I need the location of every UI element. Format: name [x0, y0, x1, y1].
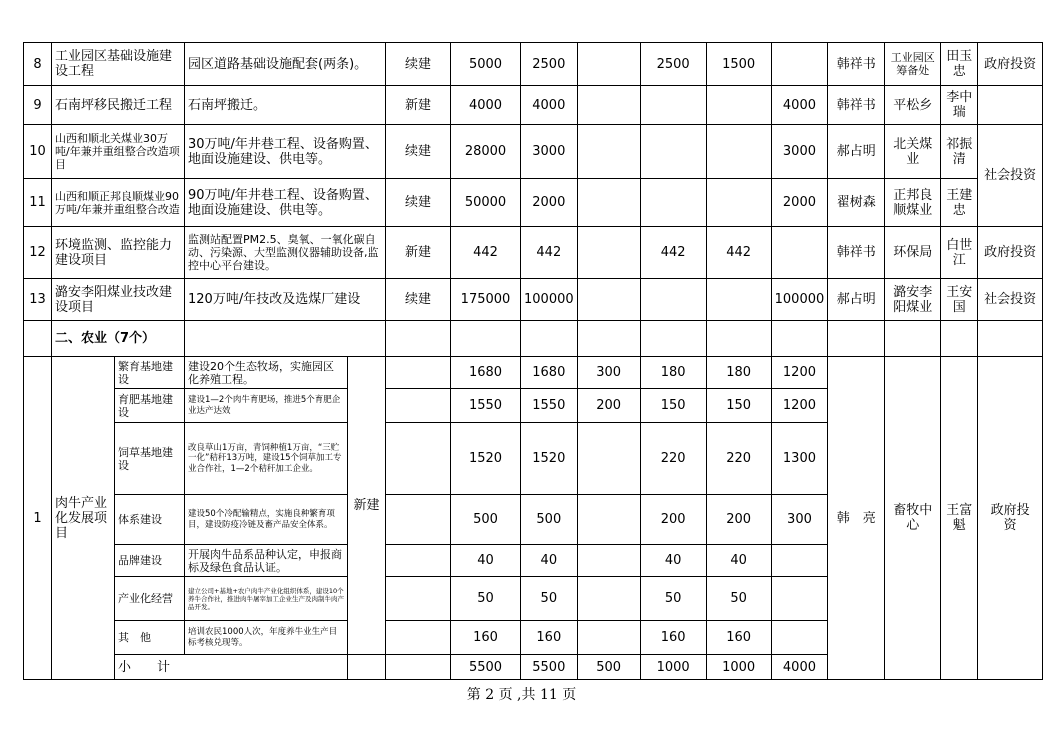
row-no: 11 — [24, 179, 52, 227]
responsible-person: 李中瑞 — [941, 86, 978, 125]
plan-investment: 160 — [521, 621, 578, 655]
funding-b: 160 — [640, 621, 706, 655]
project-content: 石南坪搬迁。 — [185, 86, 386, 125]
funding-d: 1200 — [771, 389, 828, 423]
project-name: 工业园区基础设施建设工程 — [52, 43, 185, 86]
project-table — [23, 42, 1043, 680]
plan-investment: 2500 — [521, 43, 578, 86]
funding-c — [706, 179, 771, 227]
funding-c: 442 — [706, 227, 771, 279]
table-row — [24, 227, 1043, 279]
leader: 郝占明 — [828, 125, 885, 179]
table-row — [24, 43, 1043, 86]
funding-b: 150 — [640, 389, 706, 423]
funding-a — [577, 227, 640, 279]
funding-d: 1300 — [771, 423, 828, 495]
plan-investment: 3000 — [521, 125, 578, 179]
empty-cell — [386, 423, 451, 495]
table-row — [24, 86, 1043, 125]
funding-d — [771, 545, 828, 577]
funding-c: 150 — [706, 389, 771, 423]
table-row — [24, 125, 1043, 179]
responsible-unit: 畜牧中心 — [885, 357, 941, 680]
sub-project-name: 其 他 — [115, 621, 185, 655]
total-investment: 4000 — [451, 86, 521, 125]
funding-source: 政府投资 — [978, 227, 1043, 279]
total-investment: 40 — [451, 545, 521, 577]
funding-source: 社会投资 — [978, 125, 1043, 227]
plan-investment: 2000 — [521, 179, 578, 227]
project-name: 环境监测、监控能力建设项目 — [52, 227, 185, 279]
sub-project-name: 育肥基地建设 — [115, 389, 185, 423]
page-number: 第 2 页 ,共 11 页 — [466, 687, 577, 703]
funding-d: 1200 — [771, 357, 828, 389]
empty-cell — [386, 545, 451, 577]
funding-b: 200 — [640, 495, 706, 545]
funding-b: 220 — [640, 423, 706, 495]
build-type: 续建 — [386, 43, 451, 86]
funding-source: 社会投资 — [978, 279, 1043, 321]
build-type: 新建 — [348, 357, 386, 655]
section-empty — [386, 321, 451, 357]
funding-d: 2000 — [771, 179, 828, 227]
row-no: 1 — [24, 357, 52, 680]
funding-a — [577, 495, 640, 545]
empty-cell — [386, 621, 451, 655]
project-content: 园区道路基础设施配套(两条)。 — [185, 43, 386, 86]
sub-project-content: 改良草山1万亩，青饲种植1万亩，“三贮一化”秸秆13万吨，建设15个饲草加工专业合作社，1—2个秸秆加工企业。 — [185, 423, 348, 495]
plan-investment: 50 — [521, 577, 578, 621]
plan-investment: 442 — [521, 227, 578, 279]
table-row — [24, 179, 1043, 227]
funding-b: 40 — [640, 545, 706, 577]
funding-a: 300 — [577, 357, 640, 389]
plan-investment: 1680 — [521, 357, 578, 389]
funding-c: 1500 — [706, 43, 771, 86]
table-row — [24, 279, 1043, 321]
empty-cell — [386, 389, 451, 423]
leader: 韩祥书 — [828, 227, 885, 279]
responsible-person: 王安国 — [941, 279, 978, 321]
funding-d — [771, 43, 828, 86]
leader: 翟树森 — [828, 179, 885, 227]
empty-cell — [386, 577, 451, 621]
funding-d — [771, 577, 828, 621]
section-empty — [706, 321, 771, 357]
project-name: 山西和顺北关煤业30万吨/年兼并重组整合改造项目 — [52, 125, 185, 179]
funding-b: 1000 — [640, 655, 706, 680]
sub-project-name: 繁育基地建设 — [115, 357, 185, 389]
section-row — [24, 321, 1043, 357]
responsible-unit: 正邦良顺煤业 — [885, 179, 941, 227]
total-investment: 5500 — [451, 655, 521, 680]
build-type: 续建 — [386, 125, 451, 179]
total-investment: 175000 — [451, 279, 521, 321]
responsible-unit: 潞安李阳煤业 — [885, 279, 941, 321]
responsible-person: 祁振清 — [941, 125, 978, 179]
funding-d: 3000 — [771, 125, 828, 179]
table-row — [24, 357, 1043, 389]
plan-investment: 5500 — [521, 655, 578, 680]
funding-b — [640, 86, 706, 125]
build-type: 新建 — [386, 227, 451, 279]
funding-source: 政府投资 — [978, 357, 1043, 680]
sub-project-content: 开展肉牛品系品种认定，申报商标及绿色食品认证。 — [185, 545, 348, 577]
empty-cell — [348, 655, 386, 680]
funding-a — [577, 279, 640, 321]
funding-a — [577, 577, 640, 621]
section-empty — [885, 321, 941, 357]
project-content: 90万吨/年井巷工程、设备购置、地面设施建设、供电等。 — [185, 179, 386, 227]
funding-b: 50 — [640, 577, 706, 621]
funding-c: 200 — [706, 495, 771, 545]
funding-a: 200 — [577, 389, 640, 423]
section-empty — [451, 321, 521, 357]
section-empty — [521, 321, 578, 357]
project-name: 肉牛产业化发展项目 — [52, 357, 115, 680]
row-no: 8 — [24, 43, 52, 86]
funding-c: 1000 — [706, 655, 771, 680]
funding-a: 500 — [577, 655, 640, 680]
sub-project-name: 产业化经营 — [115, 577, 185, 621]
row-no: 13 — [24, 279, 52, 321]
responsible-person: 田玉忠 — [941, 43, 978, 86]
project-content: 30万吨/年井巷工程、设备购置、地面设施建设、供电等。 — [185, 125, 386, 179]
funding-a — [577, 545, 640, 577]
funding-a — [577, 621, 640, 655]
funding-b: 442 — [640, 227, 706, 279]
plan-investment: 100000 — [521, 279, 578, 321]
sub-project-content: 培训农民1000人次，年度养牛业生产目标考核兑现等。 — [185, 621, 348, 655]
funding-c: 180 — [706, 357, 771, 389]
section-empty — [828, 321, 885, 357]
build-type: 续建 — [386, 279, 451, 321]
funding-c: 220 — [706, 423, 771, 495]
funding-source — [978, 86, 1043, 125]
row-no: 12 — [24, 227, 52, 279]
responsible-unit: 环保局 — [885, 227, 941, 279]
responsible-unit: 北关煤业 — [885, 125, 941, 179]
responsible-unit: 平松乡 — [885, 86, 941, 125]
sub-project-content: 建设20个生态牧场，实施园区化养殖工程。 — [185, 357, 348, 389]
build-type: 新建 — [386, 86, 451, 125]
funding-d: 100000 — [771, 279, 828, 321]
project-name: 石南坪移民搬迁工程 — [52, 86, 185, 125]
plan-investment: 1550 — [521, 389, 578, 423]
row-no: 10 — [24, 125, 52, 179]
funding-a — [577, 423, 640, 495]
project-name: 山西和顺正邦良顺煤业90万吨/年兼并重组整合改造 — [52, 179, 185, 227]
subtotal-label: 小 计 — [115, 655, 348, 680]
funding-a — [577, 179, 640, 227]
responsible-person: 王建忠 — [941, 179, 978, 227]
funding-b — [640, 179, 706, 227]
funding-a — [577, 43, 640, 86]
section-empty — [771, 321, 828, 357]
project-content: 监测站配置PM2.5、臭氧、一氧化碳自动、污染源、大型监测仪器辅助设备,监控中心平台建设。 — [185, 227, 386, 279]
funding-b — [640, 279, 706, 321]
total-investment: 1520 — [451, 423, 521, 495]
empty-cell — [386, 495, 451, 545]
project-name: 潞安李阳煤业技改建设项目 — [52, 279, 185, 321]
funding-b — [640, 125, 706, 179]
section-empty — [577, 321, 640, 357]
funding-c — [706, 279, 771, 321]
funding-source: 政府投资 — [978, 43, 1043, 86]
project-content: 120万吨/年技改及选煤厂建设 — [185, 279, 386, 321]
funding-a — [577, 86, 640, 125]
section-empty-no — [24, 321, 52, 357]
funding-d — [771, 227, 828, 279]
total-investment: 500 — [451, 495, 521, 545]
plan-investment: 40 — [521, 545, 578, 577]
total-investment: 442 — [451, 227, 521, 279]
funding-d: 300 — [771, 495, 828, 545]
sub-project-name: 品牌建设 — [115, 545, 185, 577]
total-investment: 1550 — [451, 389, 521, 423]
funding-c: 40 — [706, 545, 771, 577]
section-empty — [185, 321, 386, 357]
empty-cell — [386, 655, 451, 680]
section-empty — [640, 321, 706, 357]
sub-project-content: 建设50个冷配输精点，实施良种繁育项目，建设防疫冷链及畜产品安全体系。 — [185, 495, 348, 545]
funding-d: 4000 — [771, 655, 828, 680]
total-investment: 28000 — [451, 125, 521, 179]
total-investment: 50 — [451, 577, 521, 621]
funding-b: 2500 — [640, 43, 706, 86]
sub-project-name: 饲草基地建设 — [115, 423, 185, 495]
funding-c: 50 — [706, 577, 771, 621]
plan-investment: 1520 — [521, 423, 578, 495]
sub-project-name: 体系建设 — [115, 495, 185, 545]
section-title: 二、农业（7个） — [52, 321, 185, 357]
sub-project-content: 建设1—2个肉牛育肥场，推进5个育肥企业达产达效 — [185, 389, 348, 423]
responsible-person: 白世江 — [941, 227, 978, 279]
plan-investment: 4000 — [521, 86, 578, 125]
funding-c — [706, 125, 771, 179]
total-investment: 1680 — [451, 357, 521, 389]
total-investment: 160 — [451, 621, 521, 655]
responsible-unit: 工业园区筹备处 — [885, 43, 941, 86]
sub-project-content: 建立公司+基地+农户肉牛产业化组织体系，建设10个养牛合作社，推进肉牛屠宰加工企业生产及肉制牛肉产品开发。 — [185, 577, 348, 621]
funding-c: 160 — [706, 621, 771, 655]
total-investment: 5000 — [451, 43, 521, 86]
funding-d — [771, 621, 828, 655]
total-investment: 50000 — [451, 179, 521, 227]
funding-d: 4000 — [771, 86, 828, 125]
row-no: 9 — [24, 86, 52, 125]
empty-cell — [386, 357, 451, 389]
funding-b: 180 — [640, 357, 706, 389]
leader: 郝占明 — [828, 279, 885, 321]
leader: 韩祥书 — [828, 43, 885, 86]
build-type: 续建 — [386, 179, 451, 227]
leader: 韩 亮 — [828, 357, 885, 680]
funding-c — [706, 86, 771, 125]
funding-a — [577, 125, 640, 179]
section-empty — [978, 321, 1043, 357]
responsible-person: 王富魁 — [941, 357, 978, 680]
section-empty — [941, 321, 978, 357]
plan-investment: 500 — [521, 495, 578, 545]
leader: 韩祥书 — [828, 86, 885, 125]
